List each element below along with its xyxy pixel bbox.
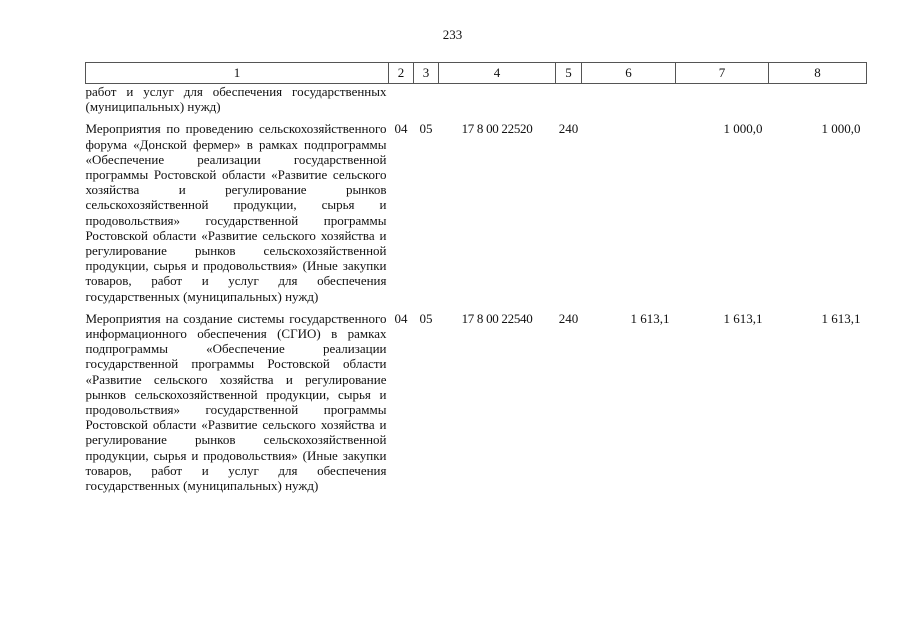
row-subsection: 05 xyxy=(419,121,433,137)
column-header: 1 xyxy=(86,63,389,84)
row-expense-type: 240 xyxy=(558,121,579,137)
row-subsection: 05 xyxy=(419,310,433,326)
table-header-row xyxy=(86,63,867,84)
row-section: 04 xyxy=(394,121,408,137)
row-amount-6: 1 613,1 xyxy=(630,310,670,326)
row-description: Мероприятия на создание системы государственного информационного обеспечения (СГИО) в рамках подпрограммы «Обеспечение реализации государственной программы Ростовской области «Развитие сельского хозяйства и регулирование рынков сельскохозяйственной продукции, сырья и продовольствия» государственной программы Ростовской области «Развитие сельского хозяйства и регулирование рынков сельскохозяйственной продукции, сырья и продовольствия» (Иные закупки товаров, работ и услуг для обеспечения государственных (муниципальных) нужд) xyxy=(85,310,387,494)
row-amount-8: 1 000,0 xyxy=(821,121,861,137)
column-header: 6 xyxy=(582,63,676,84)
column-header: 3 xyxy=(414,63,439,84)
row-target-article: 17 8 00 22520 xyxy=(461,121,533,137)
column-header: 8 xyxy=(769,63,867,84)
row-amount-7 xyxy=(676,84,769,115)
page-number: 233 xyxy=(442,27,463,42)
row-target-article xyxy=(439,84,556,115)
row-section: 04 xyxy=(394,310,408,326)
row-amount-7: 1 000,0 xyxy=(723,121,763,137)
table-row xyxy=(86,304,867,493)
row-amount-6 xyxy=(582,114,676,303)
budget-table xyxy=(85,62,867,493)
table-row xyxy=(86,84,867,115)
column-header: 5 xyxy=(556,63,582,84)
row-subsection xyxy=(414,84,439,115)
row-expense-type xyxy=(556,84,582,115)
row-target-article: 17 8 00 22540 xyxy=(461,310,533,326)
row-expense-type: 240 xyxy=(558,310,579,326)
column-header: 2 xyxy=(389,63,414,84)
row-description: Мероприятия по проведению сельскохозяйственного форума «Донской фермер» в рамках подпрограммы «Обеспечение реализации государственной программы Ростовской области «Развитие сельского хозяйства и регулирование рынков сельскохозяйственной продукции, сырья и продовольствия» государственной программы Ростовской области «Развитие сельского хозяйства и регулирование рынков сельскохозяйственной продукции, сырья и продовольствия» (Иные закупки товаров, работ и услуг для обеспечения государственных (муниципальных) нужд) xyxy=(85,121,387,304)
row-amount-8 xyxy=(769,84,867,115)
row-amount-8: 1 613,1 xyxy=(821,310,861,326)
row-amount-7: 1 613,1 xyxy=(723,310,763,326)
column-header: 7 xyxy=(676,63,769,84)
table-row xyxy=(86,114,867,303)
column-header: 4 xyxy=(439,63,556,84)
row-amount-6 xyxy=(582,84,676,115)
row-section xyxy=(389,84,414,115)
row-description: работ и услуг для обеспечения государственных (муниципальных) нужд) xyxy=(85,84,387,115)
